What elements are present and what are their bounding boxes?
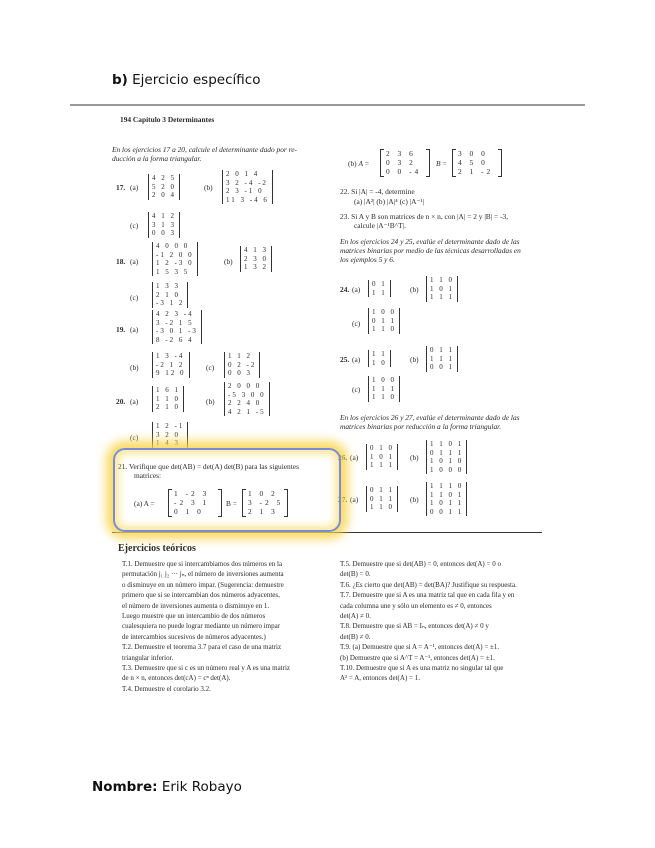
exercise-part: (a)	[130, 397, 139, 406]
matrix: 0 1 1 1	[368, 280, 391, 297]
exercise-part: (c)	[130, 433, 139, 442]
exercise-part: (a)	[130, 257, 139, 266]
theory-line: T.3. Demuestre que si c es un número real y A es una matriz	[122, 663, 291, 672]
intro-line: En los ejercicios 24 y 25, evalúe el determinante dado de las	[340, 237, 520, 246]
matrix: 1 1 0 1 0 1 1 1 1 0 1 0 1 0 0 0	[426, 440, 467, 474]
theory-line: o disminuye en un número impar. (Sugerencia: demuestre	[122, 580, 284, 589]
exercise-text: matrices:	[134, 471, 162, 480]
exercise-part: (a)	[350, 495, 359, 504]
matrix: 0 1 1 0 1 1 1 1 0	[366, 486, 398, 512]
theory-line: T.2. Demuestre el teorema 3.7 para el caso de una matriz	[122, 643, 282, 652]
theory-line: T.10. Demuestre que si A es una matriz no singular tal que	[340, 663, 504, 672]
theory-line: T.1. Demuestre que si intercambiamos dos números en la	[122, 560, 283, 568]
intro-line: matrices binarias por reducción a la forma triangular.	[340, 422, 502, 431]
theory-line: T.9. (a) Demuestre que si A = A⁻¹, entonces det(A) = ±1.	[340, 643, 500, 652]
exercise-part: (a)	[350, 453, 359, 462]
exercise-number: 25.	[340, 355, 350, 364]
exercise-part: (b)	[410, 453, 419, 462]
exercise-part: (c)	[130, 293, 139, 302]
matrix: 0 1 0 1 0 1 1 1 1	[366, 444, 398, 470]
matrix: 0 1 1 1 1 1 0 0 1	[426, 346, 458, 372]
matrix: 1 1 1 0	[368, 350, 391, 367]
intro-line: ducción a la forma triangular.	[112, 154, 202, 163]
exercise-part: (c)	[352, 385, 361, 394]
theory-line: el número de inversiones aumenta o disminuye en 1.	[122, 601, 270, 610]
theory-line: T.8. Demuestre que si AB = Iₙ, entonces det(A) ≠ 0 y	[340, 622, 489, 631]
matrix-bracket: 1 -2 3 -2 3 1 0 1 0	[168, 489, 222, 517]
exercise-number: 17.	[116, 183, 126, 192]
exercise-number: 27.	[338, 495, 348, 504]
exercise-part: (b)	[224, 257, 233, 266]
scanned-textbook-page: 194 Capítulo 3 Determinantes En los ejercicios 17 a 20, calcule el determinante dado por re- ducción a la forma triangular. 17. (a) 4 2 5 5 2 0 2 0 4 (b) 2 0 1 4 3 2 -4 -2 2 3 -1 0 11 3 -4 6 (c) 4 1 2 3 1 3 0 0 3 18. (a) 4 0 0 0 -1 2 0 0 1 2 -3 0 1 5 3 5 (b) 4 1 3 2 3 0 1 3 2 (c) 1 3 3 2 1 0 -3 1 2 19. 4 2 3 -4 3 -2 1 5 -3 0 1 -3 8 -2 6 4 (a) (b) 1 3 -4 -2 1 2 9 12 0 (c) 1 1 2 0 2 -2 0 0 3 20. (a) 1 6 1 1 1 0 2 1 0 (b) 2 0 0 0 -5 3 0 0 2 2 4 0 4 2 1 -5 (c) 1 2 -1 3 2 0 1 4 3 21. Verifique que det(AB) = det(A) det(B) para las siguientes matrices: (a) A = 1 -2 3 -2 3 1 0 1 0 B = 1 0 2 3 -2 5 2 1 3 (b) A = 2 3 6 0 3 2 0 0 -4 B = 3 0 0 4 5 0 2 1 -2 22. Si |A| = -4, determine (a) |A²| (b) |A|⁴ (c) |A⁻¹| 23. Si A y B son matrices de n × n, con |A| = 2 y |B| = -3, calcule |A⁻¹B^T|. En los ejercicios 24 y 25, evalúe el determinante dado de las matrices binarias por medio de las técnicas desarrolladas en los ejemplos 5 y 6. 24. (a) 0 1 1 1 (b) 1 1 0 1 0 1 1 1 1 (c) 1 0 0 0 1 1 1 1 0 25. (a) 1 1 1 0 (b) 0 1 1 1 1 1 0 0 1 (c) 1 0 0 1 1 1 1 1 0 En los ejercicios 26 y 27, evalúe el determinante dado de las matrices binarias por reducción a la forma triangular. 26. (a) 0 1 0 1 0 1 1 1 1 (b) 1 1 0 1 0 1 1 1 1 0 1 0 1 0 0 0 27. (a) 0 1 1 0 1 1 1 1 0 (b) 1 1 1 0 1 1 0 1 1 0 1 1 0 0 1 1 Ejercicios teóricos T.1. Demuestre que si intercambiamos dos números en la permutación j₁ j₂ ··· jₙ, el número de inversiones aumenta o disminuye en un número impar. (Sugerencia: demuestre primero que si se intercambian dos números adyacentes, el número de inversiones aumenta o disminuye en 1. Luego muestre que un intercambio de dos números cualesquiera no puede lograr mediante un número impar de intercambios sucesivos de números adyacentes.) T.2. Demuestre el teorema 3.7 para el caso de una matriz triangular inferior. T.3. Demuestre que si c es un número real y A es una matriz de n × n, entonces det(cA) = cⁿ det(A). T.4. Demuestre el corolario 3.2. T.5. Demuestre que si det(AB) = 0, entonces det(A) = 0 o det(B) = 0. T.6. ¿Es cierto que det(AB) = det(BA)? Justifique su respuesta. T.7. Demuestre que si A es una matriz tal que en cada fila y en cada columna une y sólo un elemento es ≠ 0, entonces det(A) ≠ 0. T.8. Demuestre que si AB = Iₙ, entonces det(A) ≠ 0 y det(B) ≠ 0. T.9. (a) Demuestre que si A = A⁻¹, entonces det(A) = ±1. (b) Demuestre que si A^T = A⁻¹, entonces det(A) = ±1. T.10. Demuestre que si A es una matriz no singular tal que A² = A, entonces det(A) = 1.	[112, 112, 550, 702]
matrix: 4 1 3 2 3 0 1 3 2	[240, 246, 272, 272]
matrix: 4 2 5 5 2 0 2 0 4	[148, 174, 180, 200]
exercise-part: (b)	[130, 363, 139, 372]
matrix: 1 1 1 0 1 1 0 1 1 0 1 1 0 0 1 1	[426, 482, 467, 516]
exercise-part: (c)	[206, 363, 215, 372]
theory-line: (b) Demuestre que si A^T = A⁻¹, entonces det(A) = ±1.	[340, 653, 495, 662]
highlight-box	[113, 448, 341, 532]
exercise-part: (b)	[410, 495, 419, 504]
exercise-text: 22. Si |A| = -4, determine	[340, 187, 415, 196]
theory-line: A² = A, entonces det(A) = 1.	[340, 674, 420, 683]
matrix-bracket: 2 3 6 0 3 2 0 0 -4	[380, 149, 430, 177]
exercise-number: 20.	[116, 397, 126, 406]
exercise-number: 19.	[116, 325, 126, 334]
theory-line: T.6. ¿Es cierto que det(AB) = det(BA)? Justifique su respuesta.	[340, 580, 517, 589]
exercise-part: (c)	[130, 221, 139, 230]
matrix: 4 1 2 3 1 3 0 0 3	[148, 212, 180, 238]
theory-line: T.7. Demuestre que si A es una matriz tal que en cada fila y en	[340, 591, 515, 600]
section-heading	[112, 72, 260, 88]
theory-title: Ejercicios teóricos	[118, 543, 196, 554]
exercise-part: (b)	[206, 397, 215, 406]
theory-line: cada columna une y sólo un elemento es ≠ 0, entonces	[340, 601, 492, 610]
matrix: 1 1 0 1 0 1 1 1 1	[426, 276, 458, 302]
exercise-part: (a)	[130, 325, 139, 334]
theory-line: triangular inferior.	[122, 653, 174, 662]
page-header: 194 Capítulo 3 Determinantes	[120, 115, 215, 124]
exercise-text: 21. Verifique que det(AB) = det(A) det(B) para las siguientes	[118, 462, 299, 471]
theory-line: det(B) = 0.	[340, 570, 371, 579]
name-label: Nombre:	[92, 779, 158, 795]
matrix-bracket: 3 0 0 4 5 0 2 1 -2	[452, 149, 502, 177]
matrix-bracket: 1 0 2 3 -2 5 2 1 3	[242, 489, 288, 517]
exercise-part: (b)	[410, 285, 419, 294]
exercise-part: (a) A =	[134, 499, 155, 508]
theory-line: de n × n, entonces det(cA) = cⁿ det(A).	[122, 674, 231, 683]
exercise-number: 18.	[116, 257, 126, 266]
exercise-part: (a)	[352, 355, 361, 364]
student-name	[92, 779, 242, 795]
section-divider	[112, 532, 542, 533]
matrix: 1 0 0 0 1 1 1 1 0	[368, 308, 400, 334]
divider	[70, 104, 585, 106]
exercise-part: (a)	[130, 183, 139, 192]
exercise-options: (a) |A²| (b) |A|⁴ (c) |A⁻¹|	[354, 197, 425, 206]
exercise-text: 23. Si A y B son matrices de n × n, con |A| = 2 y |B| = -3,	[340, 212, 509, 221]
exercise-part: (b)	[204, 183, 213, 192]
theory-line: det(B) ≠ 0.	[340, 632, 371, 641]
exercise-number: 24.	[340, 285, 350, 294]
matrix: 4 0 0 0 -1 2 0 0 1 2 -3 0 1 5 3 5	[152, 242, 198, 276]
section-title: Ejercicio específico	[132, 72, 261, 88]
matrix: 1 0 0 1 1 1 1 1 0	[368, 376, 400, 402]
matrix: 4 2 3 -4 3 -2 1 5 -3 0 1 -3 8 -2 6 4	[152, 310, 202, 344]
exercise-number: 26.	[338, 453, 348, 462]
exercise-part: (c)	[352, 319, 361, 328]
section-label: b)	[112, 72, 128, 88]
matrix: 1 3 3 2 1 0 -3 1 2	[152, 282, 188, 308]
theory-line: det(A) ≠ 0.	[340, 611, 371, 620]
intro-line: En los ejercicios 17 a 20, calcule el determinante dado por re-	[112, 145, 297, 154]
matrix: 1 6 1 1 1 0 2 1 0	[152, 386, 184, 412]
matrix: 1 2 -1 3 2 0 1 4 3	[152, 422, 188, 448]
intro-line: En los ejercicios 26 y 27, evalúe el determinante dado de las	[340, 413, 520, 422]
exercise-text: calcule |A⁻¹B^T|.	[354, 221, 406, 230]
theory-line: cualesquiera no puede lograr mediante un número impar	[122, 622, 281, 631]
theory-line: primero que si se intercambian dos números adyacentes,	[122, 591, 280, 600]
exercise-part: B =	[226, 499, 237, 508]
exercise-part: (a)	[352, 285, 361, 294]
theory-line: permutación j₁ j₂ ··· jₙ, el número de inversiones aumenta	[122, 570, 284, 579]
intro-line: matrices binarias por medio de las técnicas desarrolladas en	[340, 246, 521, 255]
matrix: 1 3 -4 -2 1 2 9 12 0	[152, 352, 190, 378]
matrix: 2 0 1 4 3 2 -4 -2 2 3 -1 0 11 3 -4 6	[222, 170, 273, 204]
name-value: Erik Robayo	[161, 779, 242, 795]
theory-line: de intercambios sucesivos de números adyacentes.)	[122, 632, 266, 641]
theory-line: T.4. Demuestre el corolario 3.2.	[122, 684, 211, 693]
matrix: 2 0 0 0 -5 3 0 0 2 2 4 0 4 2 1 -5	[224, 382, 270, 416]
theory-line: T.5. Demuestre que si det(AB) = 0, entonces det(A) = 0 o	[340, 560, 501, 568]
intro-line: los ejemplos 5 y 6.	[340, 255, 395, 264]
theory-line: Luego muestre que un intercambio de dos números	[122, 611, 266, 620]
matrix: 1 1 2 0 2 -2 0 0 3	[224, 352, 260, 378]
exercise-part: (b)	[410, 355, 419, 364]
